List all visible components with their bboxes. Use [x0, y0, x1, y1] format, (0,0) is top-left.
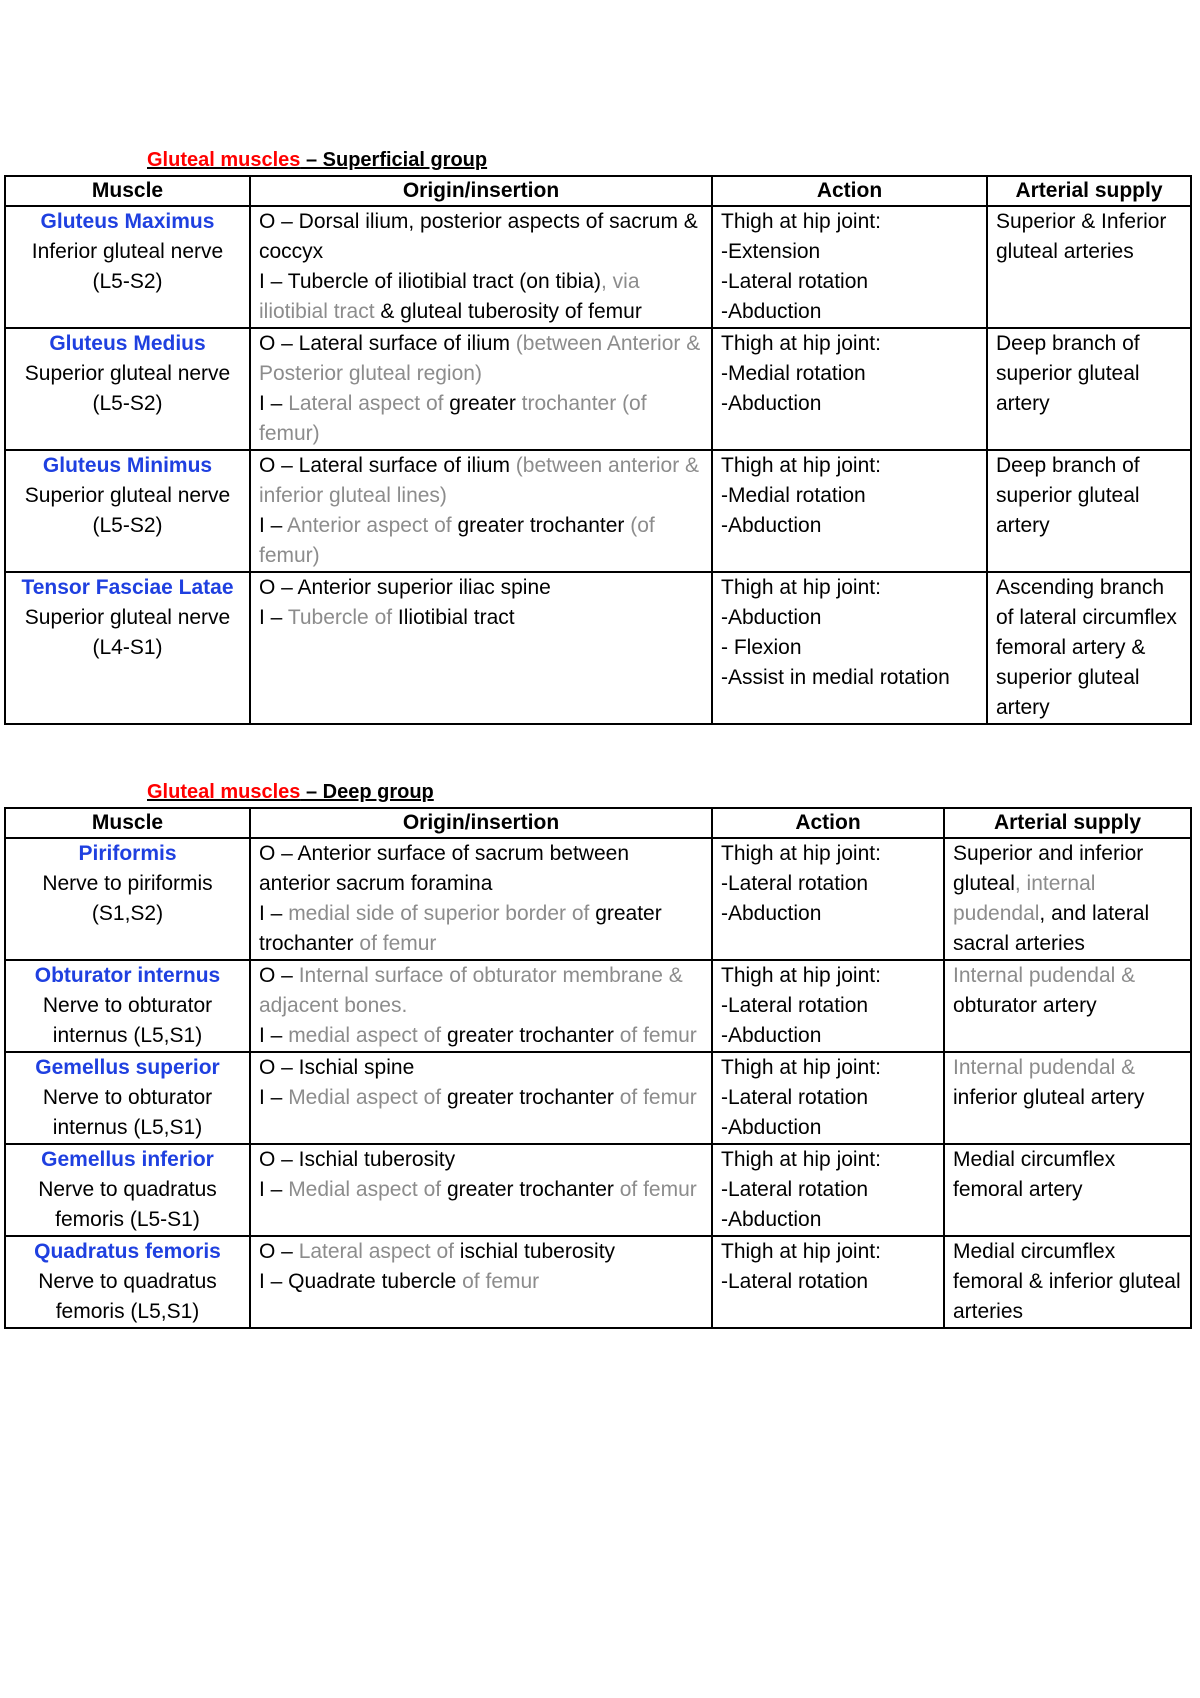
origin-insertion-text: O – Lateral surface of ilium [259, 454, 510, 477]
origin-insertion-text: , via iliotibial tract [259, 270, 640, 323]
header-arterial-supply: Arterial supply [944, 808, 1191, 838]
origin-insertion-line [259, 207, 703, 267]
origin-insertion-text: Anterior aspect of [287, 514, 458, 537]
arterial-supply-text: Superior & Inferior gluteal arteries [996, 210, 1167, 263]
arterial-supply-text: obturator artery [953, 994, 1097, 1017]
nerve-supply: femoris (L5-S1) [55, 1208, 200, 1231]
action-item: -Medial rotation [721, 362, 866, 385]
muscle-name: Gluteus Medius [49, 332, 206, 355]
origin-insertion-text: Lateral aspect of [288, 392, 450, 415]
arterial-supply-text: inferior gluteal artery [953, 1086, 1145, 1109]
action-item: -Lateral rotation [721, 1270, 869, 1293]
origin-insertion-line [259, 603, 703, 633]
nerve-supply: (L5-S2) [92, 514, 163, 537]
muscle-cell [5, 960, 250, 1052]
nerve-supply: Superior gluteal nerve [24, 362, 231, 385]
muscle-name: Tensor Fasciae Latae [21, 576, 234, 599]
arterial-supply-text: , and lateral sacral arteries [953, 902, 1150, 955]
origin-insertion-text: of femur [613, 1024, 697, 1047]
muscle-cell [5, 328, 250, 450]
action-cell [712, 572, 987, 724]
arterial-supply-cell [987, 206, 1191, 328]
origin-insertion-cell [250, 572, 712, 724]
origin-insertion-text: I – [259, 514, 288, 537]
arterial-supply-line [953, 1053, 1182, 1113]
arterial-supply-line [953, 961, 1182, 1021]
nerve-supply: (S1,S2) [91, 902, 164, 925]
arterial-supply-cell [944, 960, 1191, 1052]
nerve-supply: Superior gluteal nerve [24, 484, 231, 507]
origin-insertion-cell [250, 1144, 712, 1236]
action-cell [712, 1144, 944, 1236]
origin-insertion-text: Internal surface of obturator membrane & adjacent bones. [259, 964, 683, 1017]
arterial-supply-text: Medial circumflex femoral artery [953, 1148, 1116, 1201]
origin-insertion-text: O – [259, 1240, 299, 1263]
action-cell [712, 1236, 944, 1328]
muscle-name: Gemellus inferior [41, 1148, 214, 1171]
nerve-supply: Superior gluteal nerve [24, 606, 231, 629]
origin-insertion-text: Lateral aspect of [298, 1240, 460, 1263]
origin-insertion-text: O – Ischial tuberosity [259, 1148, 456, 1171]
action-cell [712, 328, 987, 450]
origin-insertion-cell [250, 450, 712, 572]
action-item: Thigh at hip joint: [721, 842, 881, 865]
muscle-cell [5, 1052, 250, 1144]
origin-insertion-text: Iliotibial tract [397, 606, 515, 629]
table-row [5, 206, 1191, 328]
action-item: -Extension [721, 240, 821, 263]
table-row [5, 328, 1191, 450]
arterial-supply-cell [944, 1052, 1191, 1144]
header-muscle: Muscle [5, 176, 250, 206]
action-item: -Lateral rotation [721, 1086, 869, 1109]
muscle-cell [5, 572, 250, 724]
action-item: Thigh at hip joint: [721, 1240, 881, 1263]
origin-insertion-line [259, 267, 703, 327]
header-arterial-supply: Arterial supply [987, 176, 1191, 206]
origin-insertion-text: O – Dorsal ilium, posterior aspects of sacrum & coccyx [259, 210, 698, 263]
arterial-supply-text: , internal pudendal [953, 872, 1096, 925]
origin-insertion-text: of femur [613, 1086, 697, 1109]
origin-insertion-text: medial side of superior border of [288, 902, 596, 925]
arterial-supply-text: Internal pudendal & [953, 1056, 1136, 1079]
arterial-supply-cell [944, 1236, 1191, 1328]
action-cell [712, 450, 987, 572]
origin-insertion-line [259, 1267, 703, 1297]
header-row [5, 176, 1191, 206]
origin-insertion-text: of femur [613, 1178, 697, 1201]
origin-insertion-line [259, 839, 703, 899]
action-item: -Abduction [721, 606, 822, 629]
heading-red-part: Gluteal muscles [147, 149, 301, 171]
action-item: -Lateral rotation [721, 270, 869, 293]
action-item: -Abduction [721, 300, 822, 323]
arterial-supply-cell [987, 450, 1191, 572]
origin-insertion-text: Tubercle of [287, 606, 398, 629]
action-item: - Flexion [721, 636, 802, 659]
section-heading [147, 148, 487, 172]
nerve-supply: Nerve to piriformis [42, 872, 213, 895]
action-item: -Abduction [721, 1208, 822, 1231]
action-item: Thigh at hip joint: [721, 964, 881, 987]
origin-insertion-text: O – Anterior superior iliac spine [259, 576, 551, 599]
nerve-supply: (L5-S2) [92, 392, 163, 415]
arterial-supply-cell [987, 572, 1191, 724]
origin-insertion-line [259, 329, 703, 389]
arterial-supply-text: Ascending branch of lateral circumflex femoral artery & superior gluteal artery [996, 576, 1177, 719]
arterial-supply-text: Deep branch of superior gluteal artery [996, 454, 1140, 537]
header-action: Action [712, 176, 987, 206]
action-item: -Assist in medial rotation [721, 666, 950, 689]
origin-insertion-text: greater trochanter [446, 1024, 614, 1047]
nerve-supply: Inferior gluteal nerve [31, 240, 224, 263]
superficial-table [4, 175, 1192, 725]
deep-body [5, 838, 1191, 1328]
origin-insertion-cell [250, 960, 712, 1052]
arterial-supply-cell [944, 1144, 1191, 1236]
action-item: -Abduction [721, 1116, 822, 1139]
arterial-supply-cell [944, 838, 1191, 960]
table-row [5, 1052, 1191, 1144]
table-row [5, 960, 1191, 1052]
arterial-supply-line [996, 207, 1182, 267]
muscle-cell [5, 838, 250, 960]
muscle-name: Gluteus Minimus [42, 454, 213, 477]
action-item: Thigh at hip joint: [721, 1056, 881, 1079]
muscle-name: Quadratus femoris [34, 1240, 221, 1263]
section-heading [147, 780, 434, 804]
origin-insertion-text: I – [259, 1086, 289, 1109]
origin-insertion-text: O – Lateral surface of ilium [259, 332, 510, 355]
muscle-name: Gluteus Maximus [40, 210, 215, 233]
origin-insertion-text: O – Anterior surface of sacrum between anterior sacrum foramina [259, 842, 630, 895]
table-row [5, 450, 1191, 572]
arterial-supply-line [953, 839, 1182, 959]
origin-insertion-text: trochanter (of femur) [259, 392, 647, 445]
arterial-supply-text: Deep branch of superior gluteal artery [996, 332, 1140, 415]
origin-insertion-text: greater [449, 392, 516, 415]
action-item: -Abduction [721, 1024, 822, 1047]
muscle-name: Gemellus superior [35, 1056, 220, 1079]
action-item: -Abduction [721, 392, 822, 415]
nerve-supply: internus (L5,S1) [52, 1024, 203, 1047]
table-row [5, 1144, 1191, 1236]
arterial-supply-line [953, 1237, 1182, 1327]
arterial-supply-line [996, 451, 1182, 541]
origin-insertion-text: (of femur) [259, 514, 655, 567]
action-item: Thigh at hip joint: [721, 454, 881, 477]
origin-insertion-text: I – Tubercle of iliotibial tract (on tibia) [259, 270, 601, 293]
action-cell [712, 1052, 944, 1144]
origin-insertion-text: (between Anterior & Posterior gluteal region) [259, 332, 701, 385]
action-cell [712, 206, 987, 328]
origin-insertion-text: (between anterior & inferior gluteal lines) [259, 454, 700, 507]
origin-insertion-line [259, 961, 703, 1021]
action-item: -Medial rotation [721, 484, 866, 507]
superficial-body [5, 206, 1191, 724]
arterial-supply-text: Medial circumflex femoral & inferior gluteal arteries [953, 1240, 1181, 1323]
nerve-supply: Nerve to obturator [42, 994, 213, 1017]
header-muscle: Muscle [5, 808, 250, 838]
origin-insertion-text: I – [259, 1024, 289, 1047]
header-origin-insertion: Origin/insertion [250, 808, 712, 838]
header-row [5, 808, 1191, 838]
nerve-supply: Nerve to obturator [42, 1086, 213, 1109]
action-cell [712, 838, 944, 960]
origin-insertion-text: Medial aspect of [288, 1086, 447, 1109]
heading-red-part: Gluteal muscles [147, 781, 301, 803]
arterial-supply-line [996, 329, 1182, 419]
nerve-supply: femoris (L5,S1) [55, 1300, 200, 1323]
origin-insertion-text: Medial aspect of [288, 1178, 447, 1201]
origin-insertion-line [259, 1237, 703, 1267]
origin-insertion-line [259, 1145, 703, 1175]
table-row [5, 1236, 1191, 1328]
action-item: -Lateral rotation [721, 1178, 869, 1201]
origin-insertion-text: & gluteal tuberosity of femur [374, 300, 642, 323]
nerve-supply: Nerve to quadratus [38, 1178, 217, 1201]
arterial-supply-line [953, 1145, 1182, 1205]
action-cell [712, 960, 944, 1052]
nerve-supply: internus (L5,S1) [52, 1116, 203, 1139]
origin-insertion-text: I – [259, 606, 288, 629]
origin-insertion-line [259, 389, 703, 449]
origin-insertion-text: greater trochanter [446, 1086, 614, 1109]
origin-insertion-text: O – Ischial spine [259, 1056, 415, 1079]
origin-insertion-line [259, 511, 703, 571]
arterial-supply-text: Internal pudendal & [953, 964, 1136, 987]
origin-insertion-line [259, 1053, 703, 1083]
origin-insertion-text: of femur [353, 932, 437, 955]
origin-insertion-text: greater trochanter [457, 514, 625, 537]
origin-insertion-text: I – [259, 902, 289, 925]
nerve-supply: (L5-S2) [92, 270, 163, 293]
origin-insertion-line [259, 573, 703, 603]
action-item: Thigh at hip joint: [721, 332, 881, 355]
header-action: Action [712, 808, 944, 838]
origin-insertion-cell [250, 1052, 712, 1144]
muscle-name: Piriformis [78, 842, 177, 865]
table-row [5, 572, 1191, 724]
header-origin-insertion: Origin/insertion [250, 176, 712, 206]
action-item: -Abduction [721, 514, 822, 537]
nerve-supply: (L4-S1) [92, 636, 163, 659]
heading-rest: – Superficial group [300, 149, 488, 171]
origin-insertion-cell [250, 328, 712, 450]
origin-insertion-text: ischial tuberosity [459, 1240, 616, 1263]
nerve-supply: Nerve to quadratus [38, 1270, 217, 1293]
muscle-cell [5, 1236, 250, 1328]
origin-insertion-text: medial aspect of [288, 1024, 447, 1047]
action-item: Thigh at hip joint: [721, 576, 881, 599]
deep-table [4, 807, 1192, 1329]
origin-insertion-line [259, 899, 703, 959]
origin-insertion-text: greater trochanter [446, 1178, 614, 1201]
muscle-cell [5, 1144, 250, 1236]
arterial-supply-text: Superior and inferior gluteal [953, 842, 1144, 895]
origin-insertion-text: O – [259, 964, 299, 987]
muscle-cell [5, 206, 250, 328]
origin-insertion-text: of femur [456, 1270, 540, 1293]
origin-insertion-line [259, 451, 703, 511]
origin-insertion-line [259, 1021, 703, 1051]
origin-insertion-cell [250, 838, 712, 960]
action-item: -Abduction [721, 902, 822, 925]
origin-insertion-cell [250, 1236, 712, 1328]
heading-rest: – Deep group [300, 781, 434, 803]
action-item: Thigh at hip joint: [721, 1148, 881, 1171]
action-item: Thigh at hip joint: [721, 210, 881, 233]
arterial-supply-line [996, 573, 1182, 723]
origin-insertion-line [259, 1083, 703, 1113]
origin-insertion-text: I – [259, 392, 289, 415]
origin-insertion-cell [250, 206, 712, 328]
action-item: -Lateral rotation [721, 872, 869, 895]
origin-insertion-line [259, 1175, 703, 1205]
muscle-cell [5, 450, 250, 572]
muscle-name: Obturator internus [34, 964, 221, 987]
table-row [5, 838, 1191, 960]
origin-insertion-text: I – [259, 1178, 289, 1201]
action-item: -Lateral rotation [721, 994, 869, 1017]
arterial-supply-cell [987, 328, 1191, 450]
origin-insertion-text: greater trochanter [259, 902, 662, 955]
origin-insertion-text: I – Quadrate tubercle [259, 1270, 457, 1293]
